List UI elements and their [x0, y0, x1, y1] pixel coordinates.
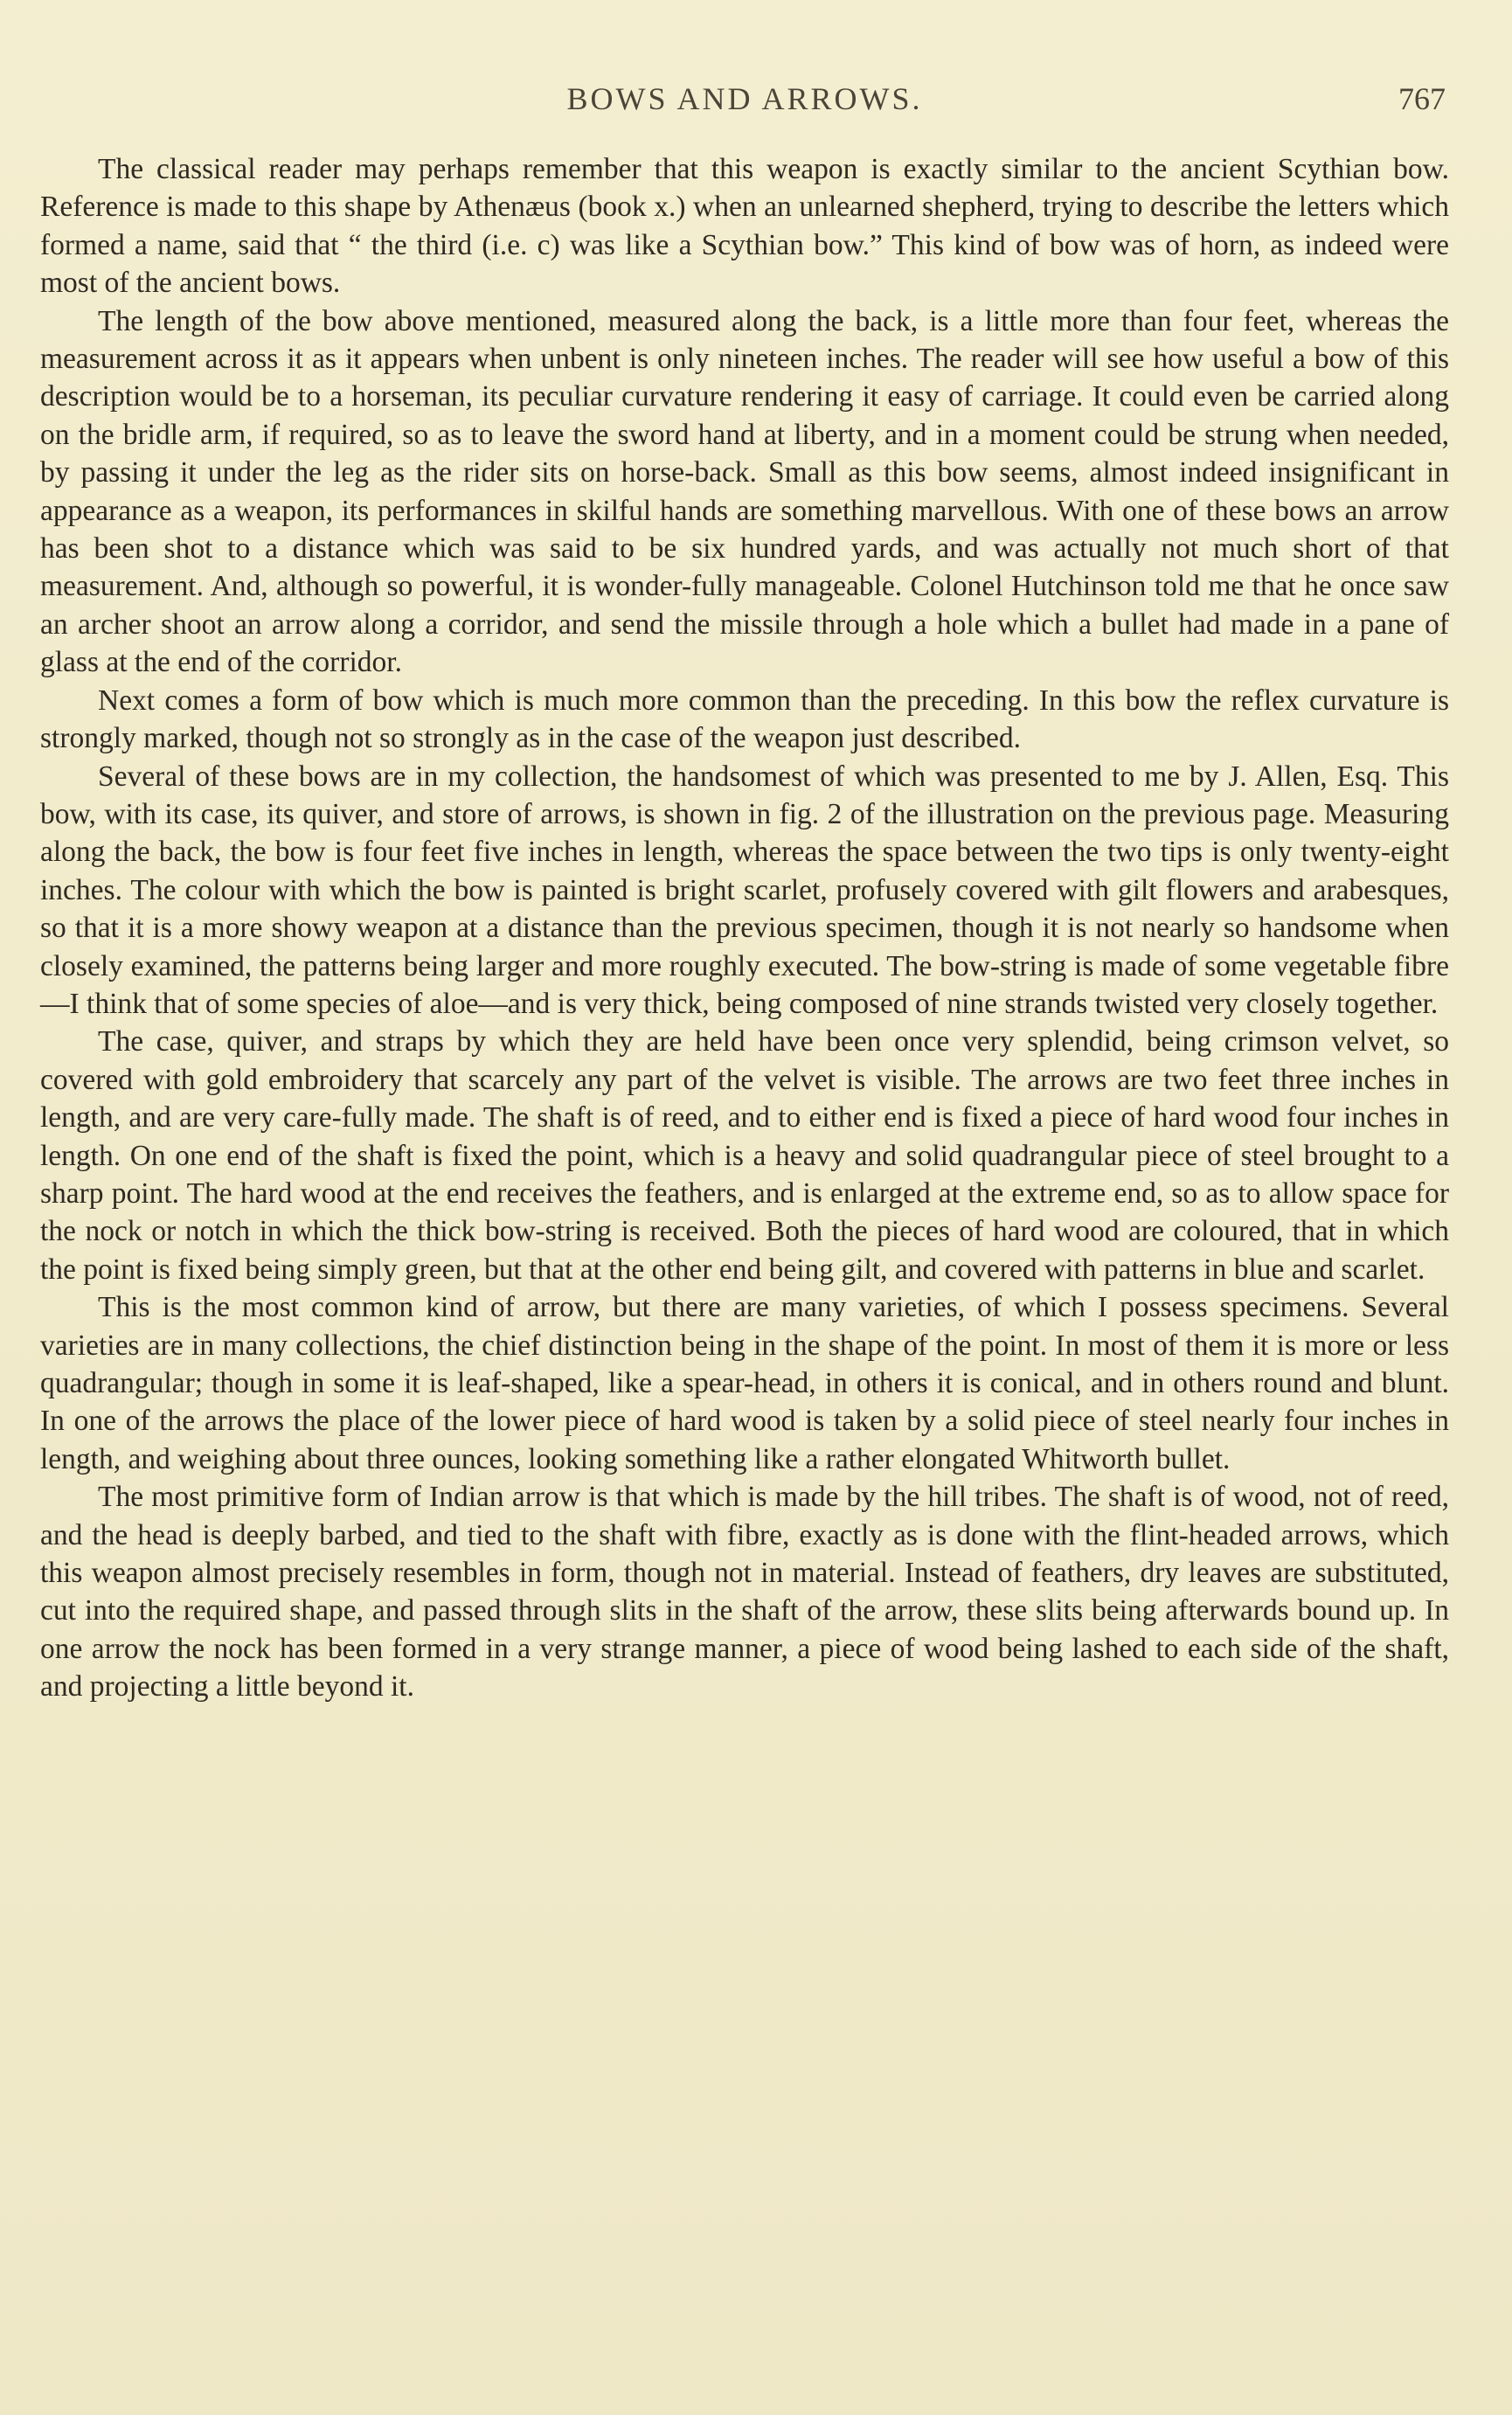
paragraph: This is the most common kind of arrow, but there are many varieties, of which I possess specimens. Several varieties are in many collections, the chief distinction being in the shape of the point. In most of them it is more or less quadrangular; though in some it is leaf-shaped, like a spear-head, in others it is conical, and in others round and blunt. In one of the arrows the place of the lower piece of hard wood is taken by a solid piece of steel nearly four inches in length, and weighing about three ounces, looking something like a rather elongated Whitworth bullet. — [40, 1291, 1449, 1475]
paragraph: The classical reader may perhaps remember that this weapon is exactly similar to the ancient Scythian bow. Reference is made to this shape by Athenæus (book x.) when an unlearned shepherd, trying to describe the letters which formed a name, said that “ the third (i.e. c) was like a Scythian bow.” This kind of bow was of horn, as indeed were most of the ancient bows. — [40, 153, 1449, 300]
paragraph: Next comes a form of bow which is much more common than the preceding. In this bow the reflex curvature is strongly marked, though not so strongly as in the case of the weapon just described. — [40, 684, 1449, 755]
paragraph: The case, quiver, and straps by which they are held have been once very splendid, being crimson velvet, so covered with gold embroidery that scarcely any part of the velvet is visible. The arrows are two feet three inches in length, and are very care-fully made. The shaft is of reed, and to either end is fixed a piece of hard wood four inches in length. On one end of the shaft is fixed the point, which is a heavy and solid quadrangular piece of steel brought to a sharp point. The hard wood at the end receives the feathers, and is enlarged at the extreme end, so as to allow space for the nock or notch in which the thick bow-string is received. Both the pieces of hard wood are coloured, that in which the point is fixed being simply green, but that at the other end being gilt, and covered with patterns in blue and scarlet. — [40, 1025, 1449, 1286]
paragraph: The most primitive form of Indian arrow is that which is made by the hill tribes. The shaft is of wood, not of reed, and the head is deeply barbed, and tied to the shaft with fibre, exactly as is done with the flint-headed arrows, which this weapon almost precisely resembles in form, though not in material. Instead of feathers, dry leaves are substituted, cut into the required shape, and passed through slits in the shaft of the arrow, these slits being afterwards bound up. In one arrow the nock has been formed in a very strange manner, a piece of wood being lashed to each side of the shaft, and projecting a little beyond it. — [40, 1481, 1449, 1704]
body-text — [40, 150, 1449, 1706]
page-number: 767 — [1398, 81, 1446, 116]
paragraph: Several of these bows are in my collection, the handsomest of which was presented to me by J. Allen, Esq. This bow, with its case, its quiver, and store of arrows, is shown in fig. 2 of the illustration on the previous page. Measuring along the back, the bow is four feet five inches in length, whereas the space between the two tips is only twenty-eight inches. The colour with which the bow is painted is bright scarlet, profusely covered with gilt flowers and arabesques, so that it is a more showy weapon at a distance than the previous specimen, though it is not nearly so handsome when closely examined, the patterns being larger and more roughly executed. The bow-string is made of some vegetable fibre—I think that of some species of aloe—and is very thick, being composed of nine strands twisted very closely together. — [40, 760, 1449, 1020]
running-title: BOWS AND ARROWS. — [566, 81, 923, 116]
running-head — [40, 80, 1449, 133]
paragraph: The length of the bow above mentioned, measured along the back, is a little more than four feet, whereas the measurement across it as it appears when unbent is only nineteen inches. The reader will see how useful a bow of this description would be to a horseman, its peculiar curvature rendering it easy of carriage. It could even be carried along on the bridle arm, if required, so as to leave the sword hand at liberty, and in a moment could be strung when needed, by passing it under the leg as the rider sits on horse-back. Small as this bow seems, almost indeed insignificant in appearance as a weapon, its performances in skilful hands are something marvellous. With one of these bows an arrow has been shot to a distance which was said to be six hundred yards, and was actually not much short of that measurement. And, although so powerful, it is wonder-fully manageable. Colonel Hutchinson told me that he once saw an archer shoot an arrow along a corridor, and send the missile through a hole which a bullet had made in a pane of glass at the end of the corridor. — [40, 304, 1449, 679]
